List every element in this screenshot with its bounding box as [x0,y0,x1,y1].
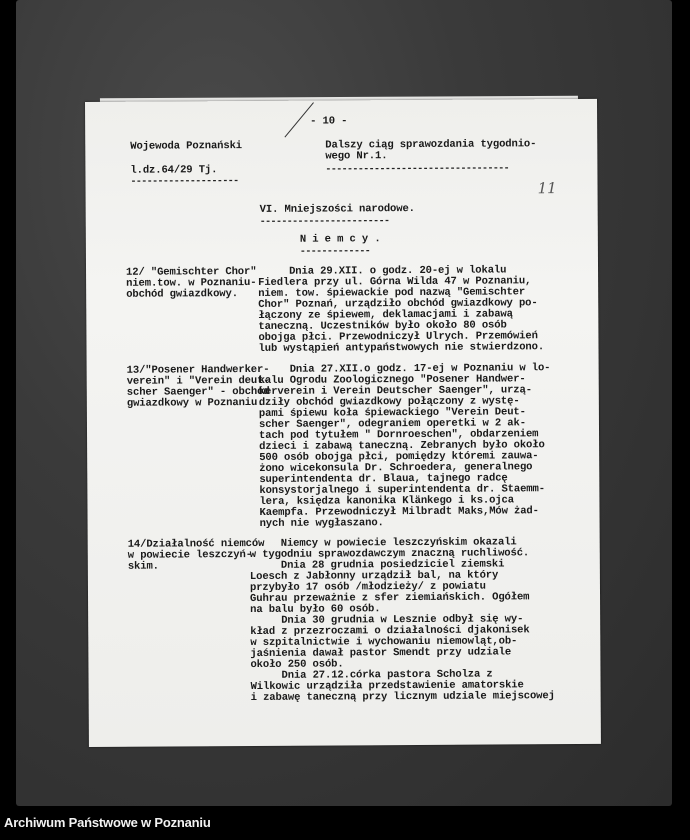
entry-body-line: dzieci i zabawą taneczną. Zebranych było około [259,439,545,453]
entry-body-line: lera, księdza kanonika Klänkego i ks.ojca [259,494,514,508]
entry-body-line: dziły obchód gwiazdkowy połączony z wystę- [258,395,520,409]
entry-body-line: Fiedlera przy ul. Górna Wilda 47 w Poznaniu, [258,275,532,289]
entry-body-line: lub wystąpień antypaństwowych nie stwierdzono. [258,341,545,355]
archive-caption: Archiwum Państwowe w Poznaniu [4,815,211,830]
section-title: VI. Mniejszości narodowe. [259,202,415,216]
entry-body-line: Dnia 28 grudnia posiedziciel ziemski [249,558,505,573]
entry-body-line: tach pod tytułem " Dornroeschen", obdarzeniem [259,428,539,442]
entry-body-line: żono wicekonsula Dr. Schroedera, generalnego [259,461,533,475]
entry-body-line: kalu Ogrodu Zoologicznego "Posener Handwer- [258,373,526,387]
entry-body-line: 500 osób obojga płci, pomiędzy któremi zauwa- [259,450,539,464]
entry-body-line: pami śpiewu koła śpiewackiego "Verein Deut- [258,406,526,420]
entry-body-line: na balu było 60 osób. [250,603,381,617]
entry-body-line: Wilkowic urządziła przedstawienie amatorskie [250,679,524,693]
entry-label-line: 14/Działalność niemców [127,537,265,551]
entry-label-line: w powiecie leszczyń- [127,548,252,562]
report-title-line-2: wego Nr.1. [325,150,388,163]
entry-label-line: gwiazdkowy w Poznaniu. [126,396,264,410]
section-title-underline: ------------------------ [259,216,390,228]
entry-body-line: jaśnienia dawał pastor Smendt przy udziale [250,646,512,660]
authority-name: Wojewoda Poznański [130,140,243,153]
entry-body-line: Dnia 27.XII.o godz. 17-ej w Poznaniu w lo- [258,362,551,376]
reference-number: l.dz.64/29 Tj. [130,164,218,177]
entry-body-line: kład z przezroczami o działalności djakonisek [250,624,530,639]
entry-body-line: kerverein i Verein Deutscher Saenger", urzą- [258,384,532,398]
entry-body-line: w tygodniu sprawozdawczym znaczną ruchliwość. [249,547,530,562]
page-number: - 10 - [310,115,348,128]
entry-body-line: niem. tow. śpiewackie pod nazwą "Gemischter [258,286,526,300]
entry-body-line: i zabawę taneczną przy licznym udziale miejscowej [250,690,555,704]
entry-body-line: przybyło 17 osób /młodzieży/ z powiatu [249,580,486,595]
entry-body-line: Dnia 29.XII. o godz. 20-ej w lokalu [258,264,507,278]
entry-body-line: superintendenta dr. Blaua, tajnego radcę [259,472,508,486]
entry-body-line: Chor" Poznań, urządziło obchód gwiazdkowy po- [258,297,538,311]
entry-body-line: Loesch z Jabłonny urządził bal, na który [249,569,499,584]
section-subtitle: N i e m c y . [299,233,381,246]
entry-label-line: 13/"Posener Handwerker- [126,363,270,377]
entry-body-line: Niemcy w powiecie leszczyńskim okazali [249,536,517,551]
entry-body-line: konsystorjalnego i superintendenta dr. Staemm- [259,483,545,497]
reference-underline: -------------------- [130,176,239,188]
entry-body-line: nych nie wygłaszano. [259,517,384,530]
section-subtitle-underline: ------------- [299,246,371,258]
entry-label-line: 12/ "Gemischter Chor" [126,265,257,279]
report-title-line-1: Dalszy ciąg sprawozdania tygodnio- [325,138,537,152]
entry-label-line: scher Saenger" - obchód [126,385,270,399]
margin-pencil-mark: 11 [537,179,557,198]
entry-body-line: Dnia 30 grudnia w Lesznie odbył się wy- [250,613,524,628]
entry-label-line: verein" i "Verein deut- [126,374,270,388]
entry-label-line: obchód gwiazdkowy. [126,288,238,301]
entry-body-line: około 250 osób. [250,658,344,671]
entry-label-line: skim. [127,560,159,573]
entry-body-line: taneczną. Uczestników było około 80 osób [258,319,507,333]
entry-body-line: Dnia 27.12.córka pastora Scholza z [250,668,493,682]
entry-body-line: Kaempfa. Przewodniczył Milbradt Maks,Mów żad- [259,505,539,519]
entry-body-line: Guhrau przeważnie z sfer ziemiańskich. Ogółem [250,591,530,606]
entry-body-line: w szpitalnictwie i wychowaniu niemowląt,ob- [250,635,518,650]
entry-body-line: łączony ze śpiewem, deklamacjami i zabawą [258,308,513,322]
entry-body-line: scher Saenger", odegraniem operetki w 2 ak- [258,417,526,431]
document-page [85,99,601,747]
entry-label-line: niem.tow. w Poznaniu- [126,276,257,290]
report-title-underline: ---------------------------------- [325,163,510,176]
entry-body-line: obojga płci. Przewodniczył Ulrych. Przemówień [258,330,538,344]
